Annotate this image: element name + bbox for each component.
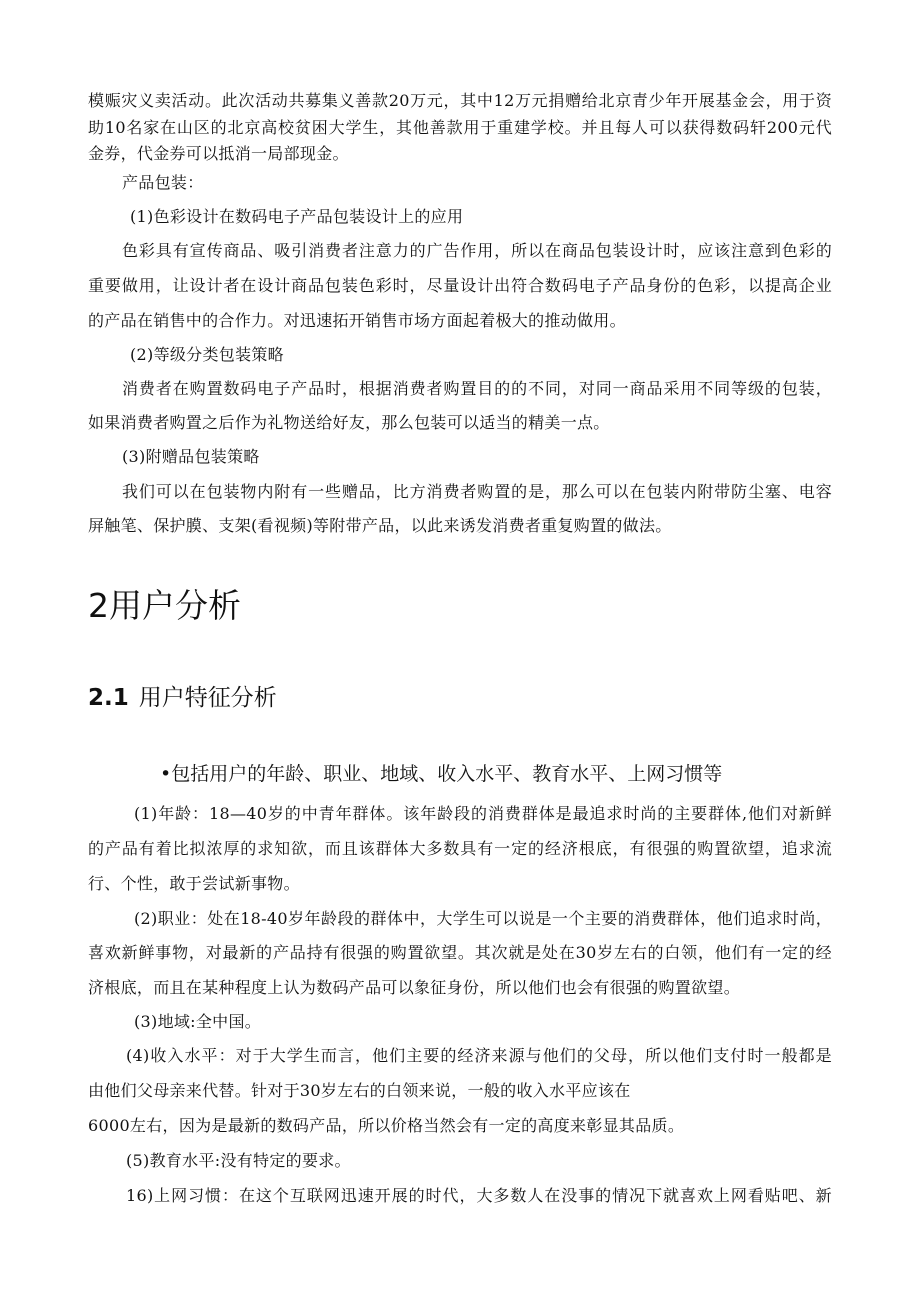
section-2-1-title: 用户特征分析	[138, 685, 277, 711]
age-line-3: 行、个性，敢于尝试新事物。	[88, 874, 300, 893]
region-line: (3)地域:全中国。	[134, 1012, 262, 1031]
age-line-2: 的产品有着比拟浓厚的求知欲，而且该群体大多数具有一定的经济根底，有很强的购置欲望，追求流	[88, 839, 832, 858]
packaging-title: 产品包装：	[122, 173, 204, 192]
internet-line: 16)上网习惯：在这个互联网迅速开展的时代，大多数人在没事的情况下就喜欢上网看贴吧、新	[126, 1186, 832, 1205]
education-line: (5)教育水平:没有特定的要求。	[126, 1151, 351, 1170]
packaging-item2-heading: (2)等级分类包装策略	[130, 345, 284, 364]
income-line-2: 由他们父母亲来代替。针对于30岁左右的白领来说，一般的收入水平应该在	[88, 1081, 631, 1100]
packaging-item2-line-2: 如果消费者购置之后作为礼物送给好友，那么包装可以适当的精美一点。	[88, 413, 610, 432]
job-line-2: 喜欢新鲜事物，对最新的产品持有很强的购置欲望。其次就是处在30岁左右的白领，他们有一定的经	[88, 943, 832, 962]
income-line-1: (4)收入水平：对于大学生而言，他们主要的经济来源与他们的父母，所以他们支付时一般都是	[126, 1046, 832, 1065]
job-line-3: 济根底，而且在某种程度上认为数码产品可以象征身份，所以他们也会有很强的购置欲望。	[88, 978, 741, 997]
packaging-item1-heading: (1)色彩设计在数码电子产品包装设计上的应用	[130, 207, 464, 226]
intro-line-1: 模赈灾义卖活动。此次活动共募集义善款20万元，其中12万元捐赠给北京青少年开展基金会，用于资	[88, 91, 832, 110]
packaging-item1-line-2: 重要做用，让设计者在设计商品包装色彩时，尽量设计出符合数码电子产品身份的色彩，以提高企业	[88, 276, 832, 295]
intro-line-3: 金券，代金券可以抵消一局部现金。	[88, 144, 349, 163]
packaging-item3-heading: (3)附赠品包装策略	[122, 447, 260, 466]
section-2-1-number: 2.1	[88, 685, 129, 711]
packaging-item3-line-2: 屏触笔、保护膜、支架(看视频)等附带产品，以此来诱发消费者重复购置的做法。	[88, 516, 672, 535]
section-2-1-heading	[88, 682, 277, 714]
age-line-1: (1)年龄：18—40岁的中青年群体。该年龄段的消费群体是最追求时尚的主要群体,他们对新鲜	[134, 804, 832, 823]
packaging-item3-line-1: 我们可以在包装物内附有一些赠品，比方消费者购置的是，那么可以在包装内附带防尘塞、电容	[122, 482, 832, 501]
job-line-1: (2)职业：处在18-40岁年龄段的群体中，大学生可以说是一个主要的消费群体，他们追求时尚，	[134, 909, 832, 928]
packaging-item1-line-3: 的产品在销售中的合作力。对迅速拓开销售市场方面起着极大的推动做用。	[88, 311, 626, 330]
section-2-title: 2用户分析	[88, 586, 241, 625]
packaging-item2-line-1: 消费者在购置数码电子产品时，根据消费者购置目的的不同，对同一商品采用不同等级的包装，	[122, 379, 832, 398]
intro-line-2: 助10名家在山区的北京高校贫困大学生，其他善款用于重建学校。并且每人可以获得数码轩200元代	[88, 118, 832, 137]
packaging-item1-line-1: 色彩具有宣传商品、吸引消费者注意力的广告作用，所以在商品包装设计时，应该注意到色彩的	[122, 241, 832, 260]
bullet-heading: •包括用户的年龄、职业、地域、收入水平、教育水平、上网习惯等	[160, 763, 723, 785]
income-line-3: 6000左右，因为是最新的数码产品，所以价格当然会有一定的高度来彰显其品质。	[88, 1116, 685, 1135]
